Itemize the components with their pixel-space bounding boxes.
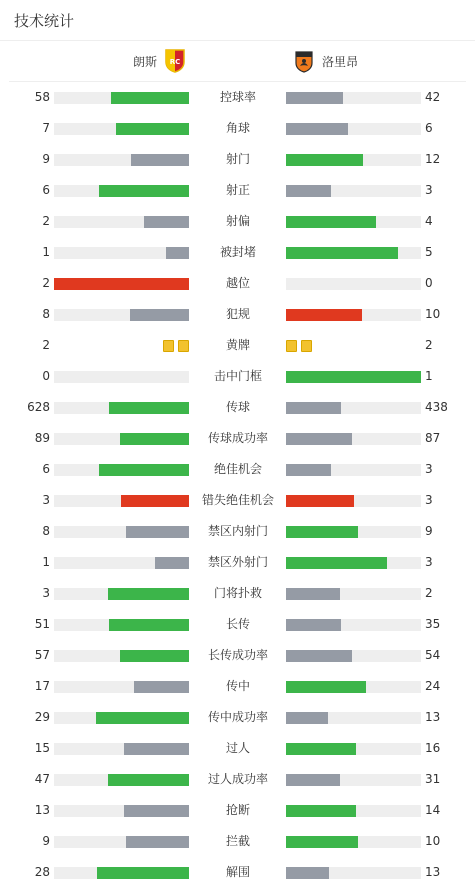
- stat-label: 传球成功率: [207, 431, 268, 445]
- home-stat-bar-fill: [116, 123, 189, 135]
- yellow-card-icon: [301, 340, 312, 352]
- home-stat-bar-track: [54, 402, 189, 414]
- home-stat-bar-track: [54, 774, 189, 786]
- away-stat-value: 2: [425, 338, 433, 352]
- away-stat-bar-track: [286, 123, 421, 135]
- home-stat-bar-fill: [126, 526, 189, 538]
- home-stat-bar-fill: [121, 495, 189, 507]
- away-stat-bar-fill: [286, 309, 362, 321]
- away-stat-value: 3: [425, 183, 433, 197]
- page-title-bar: [0, 0, 475, 41]
- stat-label: 传球: [225, 400, 250, 414]
- home-stat-value: 51: [34, 617, 50, 631]
- home-stat-bar-fill: [120, 650, 189, 662]
- home-stat-value: 6: [42, 183, 50, 197]
- away-stat-bar-track: [286, 216, 421, 228]
- page-title: 技术统计: [14, 11, 75, 30]
- home-stat-bar-track: [54, 371, 189, 383]
- away-stat-bar-fill: [286, 247, 398, 259]
- stat-row: [0, 857, 475, 888]
- home-stat-bar-fill: [166, 247, 189, 259]
- away-stat-bar-fill: [286, 743, 356, 755]
- stat-row: [0, 826, 475, 857]
- home-stat-value: 28: [34, 865, 50, 879]
- away-stat-bar-track: [286, 309, 421, 321]
- away-stat-value: 5: [425, 245, 433, 259]
- away-stat-bar-fill: [286, 371, 421, 383]
- away-stat-bar-track: [286, 92, 421, 104]
- home-stat-bar-track: [54, 557, 189, 569]
- away-stat-value: 14: [425, 803, 441, 817]
- home-stat-value: 6: [42, 462, 50, 476]
- stat-row: [0, 392, 475, 423]
- away-stat-bar-fill: [286, 619, 341, 631]
- home-stat-bar-fill: [126, 836, 189, 848]
- away-stat-bar-fill: [286, 588, 340, 600]
- away-stat-bar-track: [286, 619, 421, 631]
- away-stat-bar-track: [286, 681, 421, 693]
- away-stat-bar-track: [286, 836, 421, 848]
- home-stat-value: 58: [34, 90, 50, 104]
- away-stat-value: 4: [425, 214, 433, 228]
- stat-label: 禁区内射门: [207, 524, 268, 538]
- home-stat-bar-fill: [109, 402, 189, 414]
- home-stat-value: 8: [42, 307, 50, 321]
- home-stat-value: 7: [42, 121, 50, 135]
- stat-label: 传中成功率: [207, 710, 268, 724]
- away-stat-bar-track: [286, 557, 421, 569]
- away-stat-bar-track: [286, 154, 421, 166]
- home-stat-bar-track: [54, 154, 189, 166]
- stat-row: [0, 764, 475, 795]
- home-stat-value: 2: [42, 214, 50, 228]
- stat-row: [0, 578, 475, 609]
- away-stat-bar-track: [286, 743, 421, 755]
- away-stat-bar-fill: [286, 495, 354, 507]
- away-stat-bar-track: [286, 588, 421, 600]
- away-stat-bar-track: [286, 774, 421, 786]
- away-stat-value: 31: [425, 772, 441, 786]
- stat-label: 射正: [225, 183, 250, 197]
- away-team-name: 洛里昂: [322, 54, 359, 69]
- stat-label: 解围: [225, 865, 250, 879]
- away-stat-bar-fill: [286, 836, 358, 848]
- home-stat-bar-track: [54, 216, 189, 228]
- away-stat-bar-fill: [286, 216, 376, 228]
- home-stat-value: 29: [34, 710, 50, 724]
- home-stat-value: 9: [42, 834, 50, 848]
- stat-row: [0, 485, 475, 516]
- stat-row: [0, 795, 475, 826]
- away-stat-value: 12: [425, 152, 441, 166]
- svg-text:RC: RC: [169, 58, 181, 66]
- stat-row: [0, 671, 475, 702]
- away-stat-bar-track: [286, 867, 421, 879]
- stat-row: [0, 268, 475, 299]
- home-stat-value: 17: [34, 679, 50, 693]
- away-stat-value: 10: [425, 307, 441, 321]
- home-stat-value: 89: [34, 431, 50, 445]
- away-stat-value: 3: [425, 493, 433, 507]
- stat-label: 错失绝佳机会: [201, 493, 274, 507]
- stat-row: [0, 516, 475, 547]
- away-stat-value: 10: [425, 834, 441, 848]
- home-stat-bar-fill: [144, 216, 189, 228]
- home-stat-value: 2: [42, 276, 50, 290]
- home-stat-bar-track: [54, 433, 189, 445]
- yellow-card-icon: [163, 340, 174, 352]
- home-stat-bar-track: [54, 526, 189, 538]
- stat-label: 绝佳机会: [213, 462, 262, 476]
- away-yellow-cards: [286, 340, 312, 352]
- away-stat-value: 2: [425, 586, 433, 600]
- home-stat-value: 1: [42, 555, 50, 569]
- yellow-card-icon: [178, 340, 189, 352]
- home-stat-bar-fill: [97, 867, 189, 879]
- stat-label: 长传: [225, 617, 250, 631]
- rc-lens-crest-icon: [165, 49, 185, 73]
- stat-row: [0, 702, 475, 733]
- home-stat-bar-fill: [108, 588, 189, 600]
- away-stat-bar-fill: [286, 774, 340, 786]
- home-stat-bar-track: [54, 92, 189, 104]
- stat-row: [0, 299, 475, 330]
- home-stat-bar-fill: [120, 433, 189, 445]
- away-stat-bar-fill: [286, 402, 341, 414]
- away-stat-value: 87: [425, 431, 441, 445]
- stat-label: 抢断: [225, 803, 250, 817]
- away-stat-value: 1: [425, 369, 433, 383]
- fc-lorient-crest-icon: [294, 49, 314, 73]
- away-stat-value: 438: [425, 400, 448, 414]
- away-stat-value: 35: [425, 617, 441, 631]
- home-stat-value: 57: [34, 648, 50, 662]
- home-stat-bar-track: [54, 309, 189, 321]
- home-stat-bar-fill: [124, 805, 189, 817]
- stat-label: 黄牌: [225, 338, 250, 352]
- away-stat-value: 16: [425, 741, 441, 755]
- away-stat-bar-fill: [286, 867, 329, 879]
- away-stat-bar-track: [286, 371, 421, 383]
- stat-label: 被封堵: [219, 245, 256, 259]
- stat-row: [0, 175, 475, 206]
- home-stat-bar-track: [54, 588, 189, 600]
- home-stat-value: 47: [34, 772, 50, 786]
- home-stat-bar-fill: [155, 557, 189, 569]
- stat-row: [0, 144, 475, 175]
- home-stat-bar-track: [54, 619, 189, 631]
- stat-label: 犯规: [225, 307, 250, 321]
- home-stat-bar-track: [54, 712, 189, 724]
- away-stat-bar-fill: [286, 557, 387, 569]
- home-stat-bar-track: [54, 185, 189, 197]
- away-stat-value: 54: [425, 648, 441, 662]
- home-stat-bar-fill: [111, 92, 189, 104]
- home-stat-bar-fill: [96, 712, 189, 724]
- home-stat-value: 2: [42, 338, 50, 352]
- stat-row: [0, 640, 475, 671]
- away-stat-bar-track: [286, 526, 421, 538]
- away-stat-value: 9: [425, 524, 433, 538]
- away-stat-bar-track: [286, 433, 421, 445]
- stat-row: [0, 237, 475, 268]
- away-stat-bar-track: [286, 278, 421, 290]
- away-stat-value: 24: [425, 679, 441, 693]
- stat-row: [0, 113, 475, 144]
- home-team-name: 朗斯: [132, 54, 157, 69]
- away-stat-value: 13: [425, 710, 441, 724]
- stat-label: 传中: [225, 679, 250, 693]
- home-stat-bar-fill: [124, 743, 189, 755]
- stat-label: 禁区外射门: [207, 555, 268, 569]
- away-stat-value: 0: [425, 276, 433, 290]
- home-yellow-cards: [163, 340, 189, 352]
- stat-row: [0, 330, 475, 361]
- away-stat-value: 3: [425, 462, 433, 476]
- home-stat-value: 9: [42, 152, 50, 166]
- away-stat-bar-track: [286, 464, 421, 476]
- away-stat-bar-fill: [286, 123, 348, 135]
- teams-header: [9, 41, 466, 82]
- home-stat-bar-track: [54, 278, 189, 290]
- away-stat-bar-fill: [286, 712, 328, 724]
- home-stat-bar-track: [54, 495, 189, 507]
- stat-label: 拦截: [225, 834, 250, 848]
- stat-label: 射门: [225, 152, 250, 166]
- home-stat-value: 628: [27, 400, 50, 414]
- away-stat-bar-fill: [286, 526, 358, 538]
- home-stat-value: 1: [42, 245, 50, 259]
- away-stat-value: 3: [425, 555, 433, 569]
- home-stat-bar-track: [54, 464, 189, 476]
- stats-list: [0, 82, 475, 888]
- stat-label: 门将扑救: [213, 586, 262, 600]
- stat-row: [0, 454, 475, 485]
- home-stat-bar-track: [54, 650, 189, 662]
- away-stat-bar-track: [286, 712, 421, 724]
- home-stat-bar-fill: [54, 278, 189, 290]
- away-stat-bar-fill: [286, 154, 363, 166]
- home-stat-bar-track: [54, 743, 189, 755]
- away-stat-bar-fill: [286, 92, 343, 104]
- home-team[interactable]: [133, 41, 185, 81]
- stat-label: 长传成功率: [207, 648, 268, 662]
- away-stat-value: 6: [425, 121, 433, 135]
- stat-row: [0, 423, 475, 454]
- home-stat-value: 3: [42, 586, 50, 600]
- away-stat-bar-track: [286, 402, 421, 414]
- home-stat-bar-fill: [130, 309, 189, 321]
- away-stat-bar-fill: [286, 464, 331, 476]
- away-stat-bar-track: [286, 805, 421, 817]
- stat-label: 越位: [225, 276, 250, 290]
- stat-label: 过人成功率: [207, 772, 268, 786]
- away-stat-bar-fill: [286, 433, 352, 445]
- away-team[interactable]: [294, 41, 358, 81]
- stat-row: [0, 609, 475, 640]
- stat-label: 过人: [225, 741, 250, 755]
- away-stat-bar-fill: [286, 805, 356, 817]
- stat-label: 击中门框: [213, 369, 262, 383]
- away-stat-bar-track: [286, 495, 421, 507]
- stat-label: 控球率: [219, 90, 256, 104]
- home-stat-value: 8: [42, 524, 50, 538]
- stat-label: 射偏: [225, 214, 250, 228]
- home-stat-bar-fill: [99, 185, 189, 197]
- stat-row: [0, 82, 475, 113]
- home-stat-bar-track: [54, 681, 189, 693]
- home-stat-bar-fill: [109, 619, 189, 631]
- yellow-card-icon: [286, 340, 297, 352]
- home-stat-bar-track: [54, 123, 189, 135]
- stat-row: [0, 733, 475, 764]
- home-stat-bar-track: [54, 836, 189, 848]
- home-stat-bar-fill: [108, 774, 189, 786]
- home-stat-value: 15: [34, 741, 50, 755]
- away-stat-bar-fill: [286, 681, 366, 693]
- home-stat-bar-fill: [131, 154, 189, 166]
- home-stat-value: 0: [42, 369, 50, 383]
- away-stat-bar-track: [286, 185, 421, 197]
- home-stat-bar-track: [54, 867, 189, 879]
- away-stat-bar-track: [286, 650, 421, 662]
- stat-row: [0, 547, 475, 578]
- home-stat-bar-fill: [134, 681, 189, 693]
- away-stat-bar-track: [286, 247, 421, 259]
- away-stat-value: 42: [425, 90, 441, 104]
- away-stat-bar-fill: [286, 650, 352, 662]
- home-stat-bar-fill: [99, 464, 189, 476]
- away-stat-value: 13: [425, 865, 441, 879]
- stat-label: 角球: [225, 121, 250, 135]
- home-stat-value: 3: [42, 493, 50, 507]
- stat-row: [0, 206, 475, 237]
- home-stat-value: 13: [34, 803, 50, 817]
- stat-row: [0, 361, 475, 392]
- home-stat-bar-track: [54, 805, 189, 817]
- away-stat-bar-fill: [286, 185, 331, 197]
- home-stat-bar-track: [54, 247, 189, 259]
